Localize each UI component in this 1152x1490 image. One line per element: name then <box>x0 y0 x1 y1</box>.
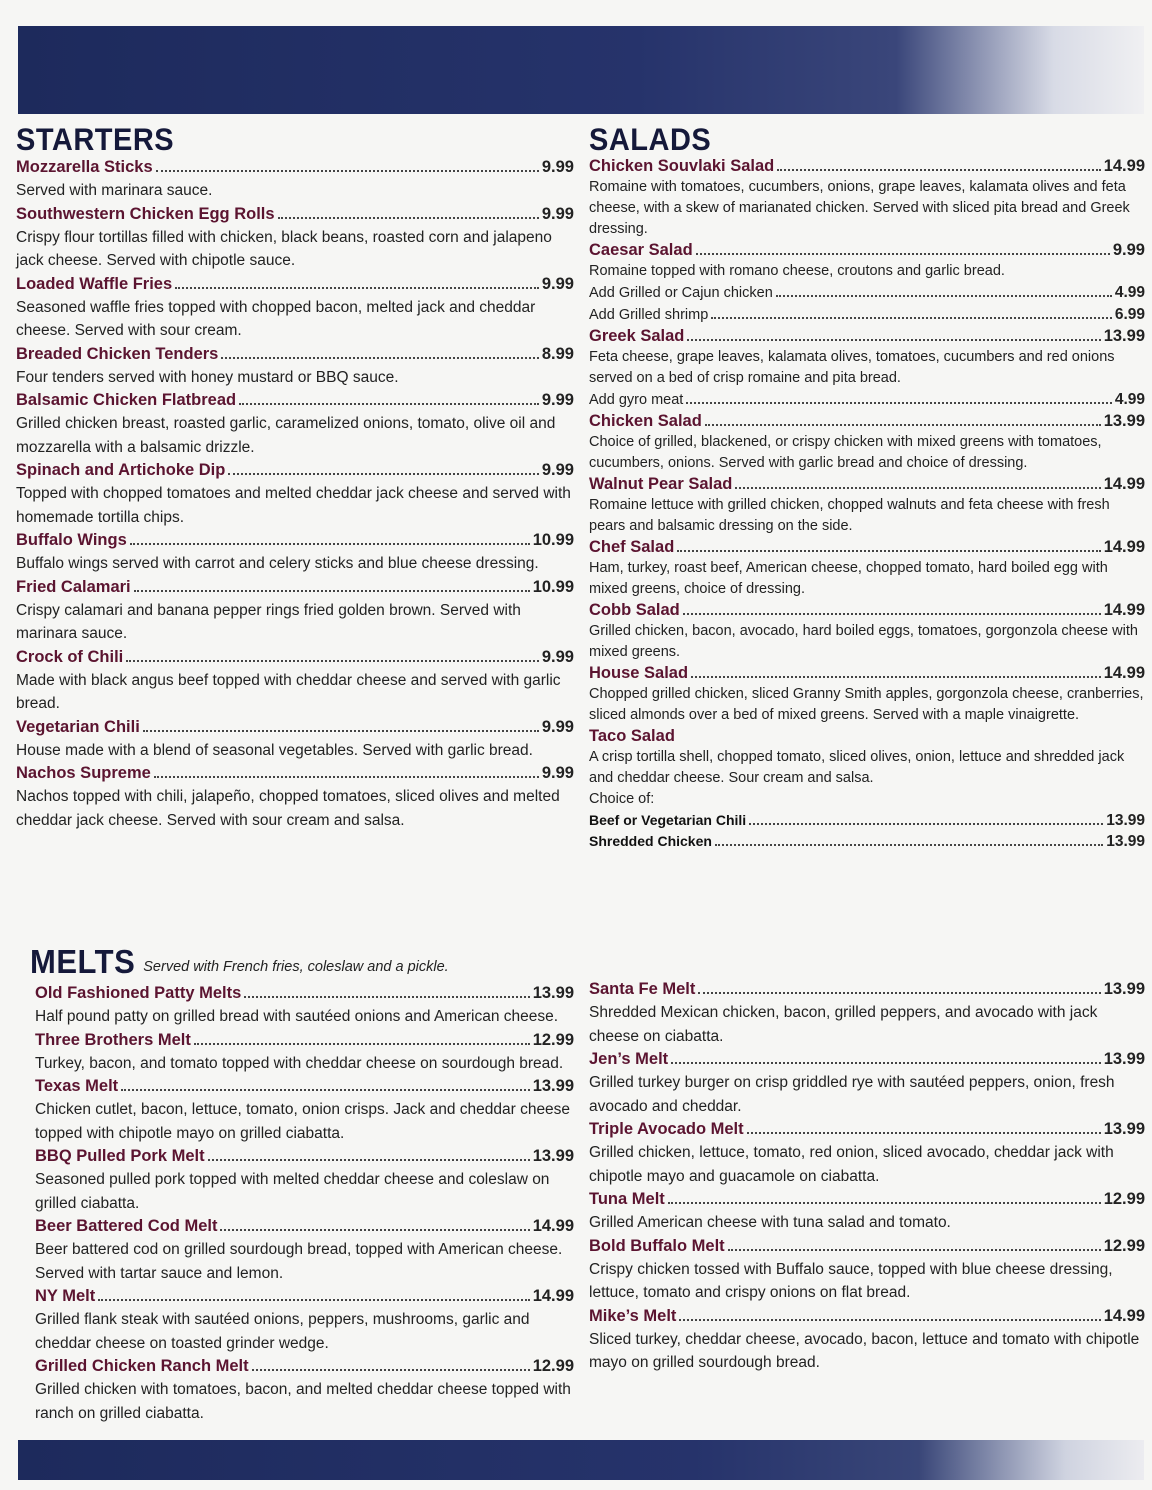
footer-banner <box>18 1440 1144 1480</box>
item-name: Spinach and Artichoke Dip <box>16 461 226 479</box>
leader-dots <box>705 424 1101 426</box>
item-price: 9.99 <box>541 647 574 666</box>
item-description: Choice of grilled, blackened, or crispy chicken with mixed greens with tomatoes, cucumbers, onions. Served with garlic bread and choice of dressing. <box>589 434 1102 471</box>
item-price: 12.99 <box>532 1357 574 1375</box>
item-name: House Salad <box>589 664 689 682</box>
item-price: 13.99 <box>1103 980 1145 998</box>
item-description: Shredded Mexican chicken, bacon, grilled peppers, and avocado with jack cheese on ciabatta. <box>589 1004 1098 1045</box>
option-price: 13.99 <box>1106 812 1145 829</box>
item-description: Grilled flank steak with sautéed onions, peppers, mushrooms, garlic and cheddar cheese on toasted grinder wedge. <box>35 1311 530 1352</box>
item-description: Crispy calamari and banana pepper rings fried golden brown. Served with marinara sauce. <box>16 601 521 642</box>
item-price: 13.99 <box>532 984 574 1002</box>
menu-item <box>589 600 1145 663</box>
salads-section <box>589 124 1145 852</box>
leader-dots <box>244 996 529 998</box>
item-price: 9.99 <box>541 158 574 176</box>
menu-item <box>589 1235 1145 1305</box>
item-description: Grilled chicken, bacon, avocado, hard boiled eggs, tomatoes, gorgonzola cheese with mixed greens. <box>589 623 1138 660</box>
leader-dots <box>154 776 539 778</box>
menu-item <box>589 1188 1145 1235</box>
item-price: 12.99 <box>1103 1236 1145 1255</box>
item-name: Texas Melt <box>35 1077 119 1095</box>
item-name: Walnut Pear Salad <box>589 475 733 493</box>
item-price: 13.99 <box>1103 327 1145 345</box>
leader-dots <box>121 1089 530 1091</box>
menu-item <box>589 663 1145 726</box>
option-label: Shredded Chicken <box>589 833 712 849</box>
menu-item <box>589 978 1145 1048</box>
leader-dots <box>687 339 1100 341</box>
item-description: Grilled chicken, lettuce, tomato, red onion, sliced avocado, cheddar jack with chipotle mayo and guacamole on ciabatta. <box>589 1144 1114 1185</box>
item-description: Four tenders served with honey mustard or BBQ sauce. <box>16 368 399 386</box>
item-price: 14.99 <box>1103 664 1145 682</box>
item-description: Romaine lettuce with grilled chicken, chopped walnuts and feta cheese with fresh pears and balsamic dressing on the side. <box>589 497 1110 534</box>
menu-item <box>16 156 574 203</box>
item-price: 9.99 <box>541 391 574 409</box>
item-name: Beer Battered Cod Melt <box>35 1217 218 1235</box>
item-description: Buffalo wings served with carrot and celery sticks and blue cheese dressing. <box>16 555 539 572</box>
item-price: 10.99 <box>532 531 574 549</box>
item-price: 14.99 <box>1103 475 1145 493</box>
item-description: Topped with chopped tomatoes and melted cheddar jack cheese and served with homemade tortilla chips. <box>16 485 571 526</box>
leader-dots <box>252 1369 530 1371</box>
item-price: 12.99 <box>532 1030 574 1049</box>
item-name: Old Fashioned Patty Melts <box>35 984 242 1002</box>
item-price: 13.99 <box>1103 1120 1145 1138</box>
add-on-label: Add Grilled shrimp <box>589 307 709 323</box>
item-description: A crisp tortilla shell, chopped tomato, sliced olives, onion, lettuce and shredded jack and cheddar cheese. Sour cream and salsa. <box>589 749 1125 786</box>
item-price: 12.99 <box>1103 1190 1145 1208</box>
item-price: 9.99 <box>541 204 574 223</box>
option-label: Beef or Vegetarian Chili <box>589 812 747 828</box>
leader-dots <box>228 473 539 475</box>
leader-dots <box>143 730 539 732</box>
add-on-row <box>589 389 1145 411</box>
menu-item <box>16 762 574 832</box>
item-price: 14.99 <box>1103 538 1145 556</box>
item-description: Crispy chicken tossed with Buffalo sauce, topped with blue cheese dressing, lettuce, tomato and crispy onions on flat bread. <box>589 1260 1113 1301</box>
item-name: Nachos Supreme <box>16 764 151 782</box>
item-description: Romaine topped with romano cheese, croutons and garlic bread. <box>589 263 1005 279</box>
item-name: Fried Calamari <box>16 577 131 596</box>
item-price: 9.99 <box>541 764 574 782</box>
item-description: Chopped grilled chicken, sliced Granny Smith apples, gorgonzola cheese, cranberries, sliced almonds over a bed of mixed greens. Served with a maple vinaigrette. <box>589 686 1144 723</box>
item-name: NY Melt <box>35 1287 96 1305</box>
add-on-price: 4.99 <box>1114 391 1145 408</box>
leader-dots <box>208 1159 530 1161</box>
item-description: Grilled American cheese with tuna salad and tomato. <box>589 1214 951 1231</box>
item-description: Sliced turkey, cheddar cheese, avocado, bacon, lettuce and tomato with chipotle mayo on grilled sourdough bread. <box>589 1330 1140 1371</box>
item-price: 9.99 <box>541 461 574 479</box>
item-name: Mike’s Melt <box>589 1306 677 1325</box>
item-description: Grilled chicken with tomatoes, bacon, and melted cheddar cheese topped with ranch on grilled ciabatta. <box>35 1381 571 1422</box>
melts-left-list <box>35 982 574 1425</box>
item-price: 9.99 <box>1112 241 1145 259</box>
melts-header <box>30 942 449 981</box>
item-name: Loaded Waffle Fries <box>16 274 173 293</box>
item-description: Nachos topped with chili, jalapeño, chopped tomatoes, sliced olives and melted cheddar jack cheese. Served with sour cream and salsa. <box>16 788 560 829</box>
menu-item <box>35 1355 574 1425</box>
leader-dots <box>735 487 1100 489</box>
menu-item <box>16 273 574 343</box>
menu-item <box>35 1285 574 1355</box>
menu-item <box>589 240 1145 326</box>
leader-dots <box>679 1319 1100 1321</box>
leader-dots <box>777 169 1100 171</box>
melts-right-list <box>589 978 1145 1375</box>
leader-dots <box>239 403 539 405</box>
add-on-label: Add gyro meat <box>589 392 684 408</box>
leader-dots <box>278 217 539 219</box>
item-name: Mozzarella Sticks <box>16 158 153 176</box>
leader-dots <box>134 590 530 592</box>
melts-right-column <box>589 978 1145 1375</box>
option-price: 13.99 <box>1106 833 1145 850</box>
leader-dots <box>221 357 539 359</box>
item-price: 13.99 <box>532 1147 574 1165</box>
add-on-price: 6.99 <box>1114 306 1145 323</box>
leader-dots <box>749 823 1103 825</box>
menu-item <box>589 156 1145 240</box>
item-name: Chicken Souvlaki Salad <box>589 157 775 175</box>
add-on-label: Add Grilled or Cajun chicken <box>589 285 773 301</box>
menu-item <box>16 389 574 459</box>
item-price: 9.99 <box>541 274 574 293</box>
menu-item <box>589 1048 1145 1118</box>
item-description: Romaine with tomatoes, cucumbers, onions, grape leaves, kalamata olives and feta cheese, with a skew of marianated chicken. Served with sliced pita bread and Greek dressing. <box>589 179 1130 237</box>
menu-item <box>16 529 574 576</box>
item-description: Seasoned pulled pork topped with melted cheddar cheese and coleslaw on grilled ciabatta. <box>35 1171 550 1212</box>
leader-dots <box>686 402 1112 404</box>
starters-list <box>16 156 574 832</box>
header-banner <box>18 26 1144 114</box>
item-description: Feta cheese, grape leaves, kalamata olives, tomatoes, cucumbers and red onions served on a bed of crisp romaine and pita bread. <box>589 349 1115 386</box>
leader-dots <box>220 1229 529 1231</box>
item-name: Santa Fe Melt <box>589 980 696 998</box>
leader-dots <box>156 170 539 172</box>
item-price: 9.99 <box>541 717 574 736</box>
menu-item <box>16 576 574 646</box>
add-on-row <box>589 304 1145 326</box>
item-price: 14.99 <box>532 1217 574 1235</box>
item-price: 13.99 <box>1103 1050 1145 1068</box>
add-on-price: 4.99 <box>1114 284 1145 301</box>
item-name: Caesar Salad <box>589 241 693 259</box>
item-description: Half pound patty on grilled bread with sautéed onions and American cheese. <box>35 1008 559 1025</box>
item-name: Buffalo Wings <box>16 531 127 549</box>
item-name: Crock of Chili <box>16 647 124 666</box>
section-title-starters: STARTERS <box>16 122 175 158</box>
menu-item <box>589 474 1145 537</box>
menu-item <box>16 459 574 529</box>
leader-dots <box>683 613 1101 615</box>
leader-dots <box>711 317 1112 319</box>
menu-item <box>589 537 1145 600</box>
leader-dots <box>691 676 1101 678</box>
menu-item <box>16 203 574 273</box>
menu-item <box>589 411 1145 474</box>
menu-item <box>16 716 574 763</box>
item-name: Chef Salad <box>589 538 675 556</box>
item-name: Jen’s Melt <box>589 1050 669 1068</box>
menu-item <box>589 726 1145 852</box>
leader-dots <box>671 1062 1101 1064</box>
item-name: Greek Salad <box>589 327 685 345</box>
item-description: Ham, turkey, roast beef, American cheese, chopped tomato, hard boiled egg with mixed greens, choice of dressing. <box>589 560 1108 597</box>
option-row <box>589 831 1145 852</box>
leader-dots <box>668 1202 1101 1204</box>
item-description: Made with black angus beef topped with cheddar cheese and served with garlic bread. <box>16 671 561 712</box>
item-price: 13.99 <box>532 1077 574 1095</box>
melts-note: Served with French fries, coleslaw and a pickle. <box>143 959 449 975</box>
leader-dots <box>98 1299 529 1301</box>
menu-item <box>589 1305 1145 1375</box>
add-on-row <box>589 282 1145 304</box>
leader-dots <box>194 1043 530 1045</box>
menu-item <box>16 343 574 390</box>
section-title-melts: MELTS <box>30 942 136 981</box>
menu-item <box>35 1145 574 1215</box>
starters-section <box>16 124 574 832</box>
item-name: Tuna Melt <box>589 1190 665 1208</box>
item-name: Three Brothers Melt <box>35 1030 191 1049</box>
leader-dots <box>677 550 1100 552</box>
leader-dots <box>715 844 1103 846</box>
item-description: Beer battered cod on grilled sourdough bread, topped with American cheese. Served with tartar sauce and lemon. <box>35 1241 563 1282</box>
item-name: Cobb Salad <box>589 601 680 619</box>
menu-item <box>589 326 1145 411</box>
item-name: Southwestern Chicken Egg Rolls <box>16 204 275 223</box>
item-description: Seasoned waffle fries topped with chopped bacon, melted jack and cheddar cheese. Served with sour cream. <box>16 298 536 339</box>
item-price: 8.99 <box>541 344 574 363</box>
leader-dots <box>747 1132 1101 1134</box>
item-name: Triple Avocado Melt <box>589 1120 744 1138</box>
item-name: BBQ Pulled Pork Melt <box>35 1147 205 1165</box>
option-row <box>589 810 1145 831</box>
item-name: Bold Buffalo Melt <box>589 1236 725 1255</box>
item-name: Chicken Salad <box>589 412 702 430</box>
menu-item <box>35 1029 574 1076</box>
section-title-salads: SALADS <box>589 122 712 158</box>
item-name: Vegetarian Chili <box>16 717 140 736</box>
menu-item <box>35 1075 574 1145</box>
leader-dots <box>776 295 1112 297</box>
item-price: 14.99 <box>532 1287 574 1305</box>
item-price: 13.99 <box>1103 412 1145 430</box>
item-description: Grilled turkey burger on crisp griddled rye with sautéed peppers, onion, fresh avocado and cheddar. <box>589 1074 1115 1115</box>
leader-dots <box>696 253 1110 255</box>
item-price: 14.99 <box>1103 1306 1145 1325</box>
choice-label: Choice of: <box>589 791 655 807</box>
item-description: Crispy flour tortillas filled with chicken, black beans, roasted corn and jalapeno jack cheese. Served with chipotle sauce. <box>16 228 552 269</box>
leader-dots <box>130 543 530 545</box>
item-description: Chicken cutlet, bacon, lettuce, tomato, onion crisps. Jack and cheddar cheese topped with chipotle mayo on grilled ciabatta. <box>35 1101 571 1142</box>
menu-item <box>589 1118 1145 1188</box>
leader-dots <box>175 287 539 289</box>
item-description: Turkey, bacon, and tomato topped with cheddar cheese on sourdough bread. <box>35 1054 564 1072</box>
item-name: Grilled Chicken Ranch Melt <box>35 1357 249 1375</box>
item-price: 10.99 <box>532 577 574 596</box>
item-description: Grilled chicken breast, roasted garlic, caramelized onions, tomato, olive oil and mozzarella with a balsamic drizzle. <box>16 415 556 456</box>
item-price: 14.99 <box>1103 601 1145 619</box>
melts-left-column <box>35 982 574 1425</box>
item-name: Breaded Chicken Tenders <box>16 344 219 363</box>
item-name: Balsamic Chicken Flatbread <box>16 391 237 409</box>
item-description: Served with marinara sauce. <box>16 182 213 199</box>
leader-dots <box>698 992 1100 994</box>
item-price: 14.99 <box>1103 157 1145 175</box>
leader-dots <box>126 660 539 662</box>
item-name: Taco Salad <box>589 727 675 745</box>
menu-item <box>35 1215 574 1285</box>
menu-item <box>35 982 574 1029</box>
menu-item <box>16 646 574 716</box>
leader-dots <box>728 1249 1101 1251</box>
item-description: House made with a blend of seasonal vegetables. Served with garlic bread. <box>16 741 533 759</box>
